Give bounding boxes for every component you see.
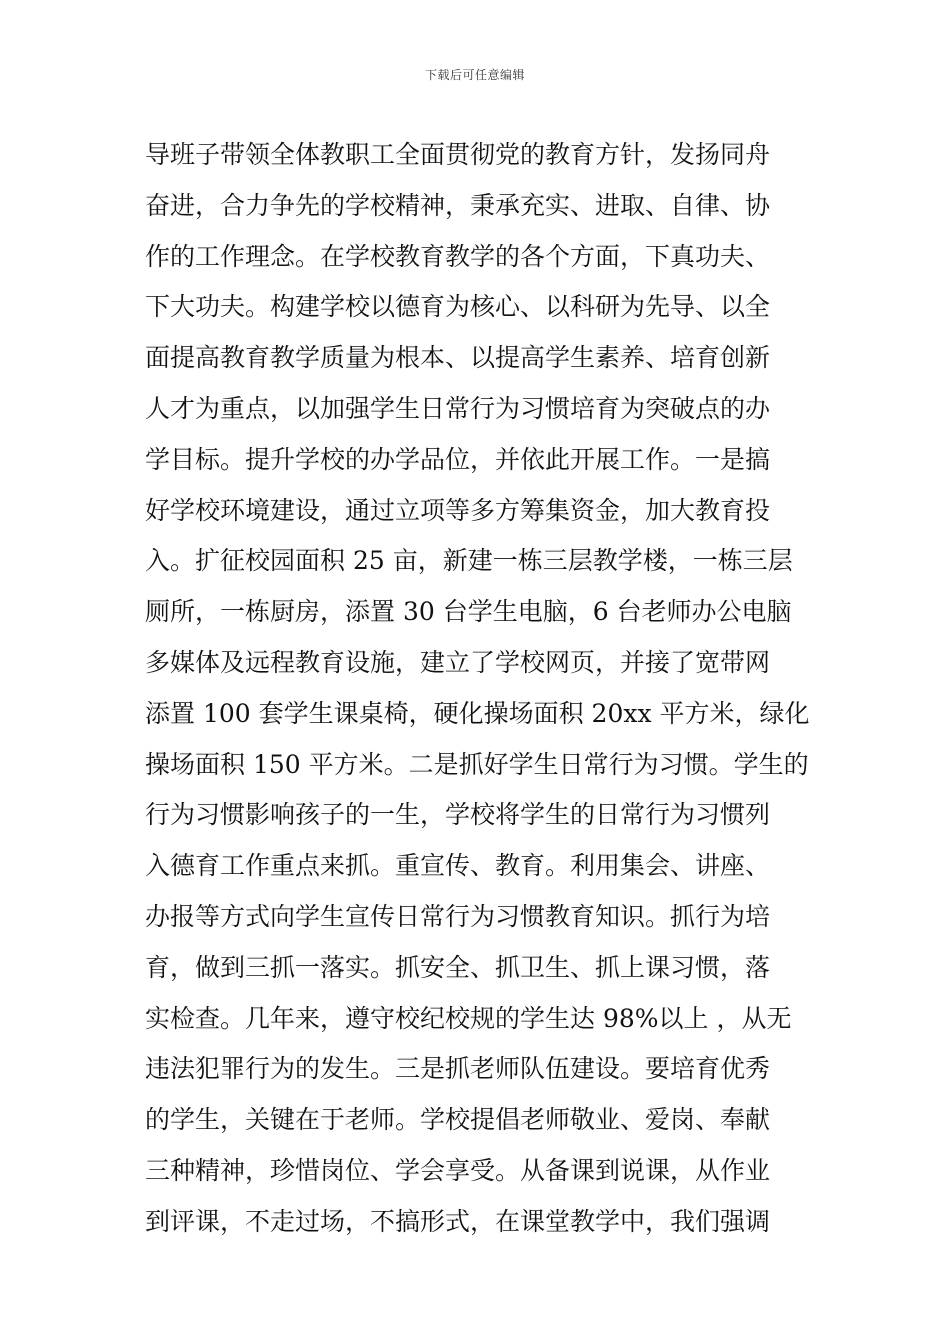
text-line: 面提高教育教学质量为根本、以提高学生素养、培育创新 [145, 343, 771, 373]
text-line: 好学校环境建设，通过立项等多方筹集资金，加大教育投 [145, 495, 771, 525]
text-line: 入德育工作重点来抓。重宣传、教育。利用集会、讲座、 [145, 851, 771, 881]
text-line: 厕所，一栋厨房，添置 30 台学生电脑，6 台老师办公电脑 [145, 597, 792, 627]
text-line: 学目标。提升学校的办学品位，并依此开展工作。一是搞 [145, 444, 771, 474]
text-line: 添置 100 套学生课桌椅，硬化操场面积 20xx 平方米，绿化 [145, 698, 810, 728]
text-line: 实检查。几年来，遵守校纪校规的学生达 98%以上 ，从无 [145, 1003, 792, 1033]
text-line: 操场面积 150 平方米。二是抓好学生日常行为习惯。学生的 [145, 749, 809, 779]
text-line: 的学生，关键在于老师。学校提倡老师敬业、爱岗、奉献 [145, 1105, 771, 1135]
page-header: 下载后可任意编辑 [424, 68, 525, 82]
text-line: 作的工作理念。在学校教育教学的各个方面，下真功夫、 [145, 241, 771, 271]
text-line: 人才为重点，以加强学生日常行为习惯培育为突破点的办 [145, 393, 771, 423]
text-line: 三种精神，珍惜岗位、学会享受。从备课到说课，从作业 [145, 1155, 771, 1185]
text-line: 下大功夫。构建学校以德育为核心、以科研为先导、以全 [145, 292, 771, 322]
text-line: 导班子带领全体教职工全面贯彻党的教育方针，发扬同舟 [145, 140, 771, 169]
text-line: 办报等方式向学生宣传日常行为习惯教育知识。抓行为培 [145, 901, 771, 931]
text-line: 违法犯罪行为的发生。三是抓老师队伍建设。要培育优秀 [145, 1054, 771, 1084]
document-body [145, 130, 810, 1248]
text-line: 多媒体及远程教育设施，建立了学校网页，并接了宽带网 [145, 647, 771, 677]
text-line: 奋进，合力争先的学校精神，秉承充实、进取、自律、协 [145, 190, 771, 220]
text-line: 行为习惯影响孩子的一生，学校将学生的日常行为习惯列 [145, 800, 771, 830]
text-line: 入。扩征校园面积 25 亩，新建一栋三层教学楼，一栋三层 [145, 546, 793, 576]
text-line: 育，做到三抓一落实。抓安全、抓卫生、抓上课习惯，落 [145, 952, 771, 982]
text-line: 到评课，不走过场，不搞形式，在课堂教学中，我们强调 [145, 1206, 771, 1236]
